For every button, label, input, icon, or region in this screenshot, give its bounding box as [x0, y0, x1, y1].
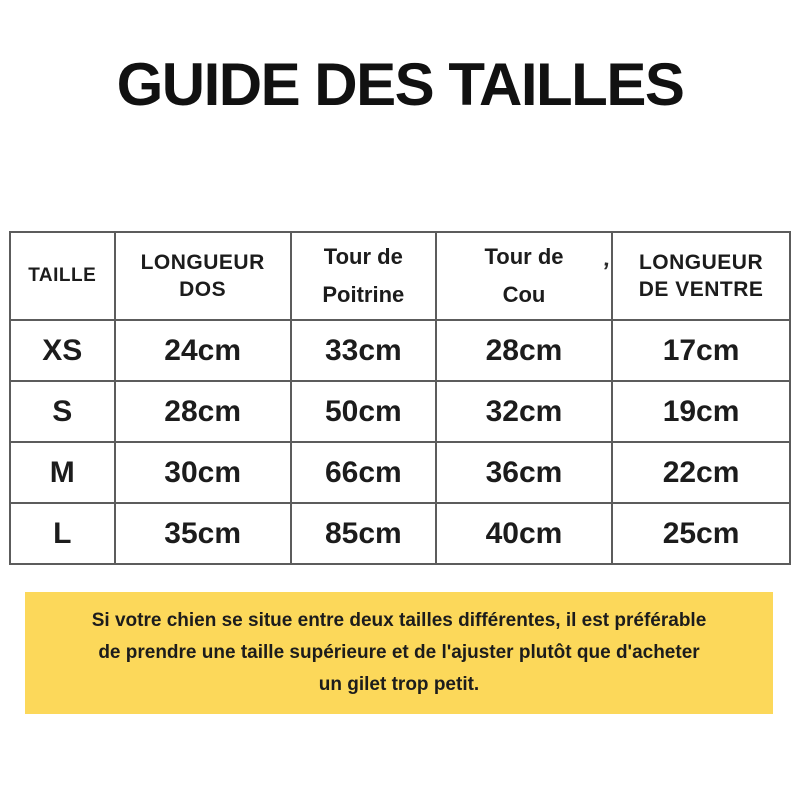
cell-longueur-dos: 24cm	[115, 320, 291, 381]
note-banner	[25, 592, 773, 714]
header-line: DOS	[179, 278, 227, 301]
header-line: Tour de	[484, 244, 564, 269]
note-line: de prendre une taille supérieure et de l'ajuster plutôt que d'acheter	[98, 642, 700, 663]
cell-size: S	[10, 381, 115, 442]
cell-size: L	[10, 503, 115, 564]
cell-longueur-ventre: 17cm	[612, 320, 790, 381]
cell-tour-cou: 36cm	[436, 442, 612, 503]
note-line: Si votre chien se situe entre deux tailles différentes, il est préférable	[91, 610, 707, 631]
size-table	[9, 231, 791, 565]
header-line: Cou	[502, 282, 546, 307]
cell-tour-cou: 32cm	[436, 381, 612, 442]
cell-tour-poitrine: 50cm	[291, 381, 436, 442]
table-row-s	[10, 381, 790, 442]
cell-tour-cou: 40cm	[436, 503, 612, 564]
header-cell-longueur-dos	[115, 232, 291, 320]
table-row-xs	[10, 320, 790, 381]
cell-tour-poitrine: 66cm	[291, 442, 436, 503]
page-title: GUIDE DES TAILLES	[116, 51, 684, 118]
cell-longueur-ventre: 22cm	[612, 442, 790, 503]
header-line: LONGUEUR	[638, 251, 764, 274]
header-line: Tour de	[323, 244, 403, 269]
stray-apostrophe-mark: ’	[600, 257, 611, 286]
header-line: LONGUEUR	[140, 251, 265, 274]
header-line: TAILLE	[28, 265, 97, 286]
note-line: un gilet trop petit.	[318, 674, 480, 695]
cell-longueur-ventre: 19cm	[612, 381, 790, 442]
table-row-m	[10, 442, 790, 503]
size-table-header	[10, 232, 790, 320]
header-cell-longueur-ventre	[612, 232, 790, 320]
header-line: Poitrine	[322, 282, 405, 307]
cell-size: M	[10, 442, 115, 503]
size-table-body	[10, 320, 790, 564]
header-cell-taille	[10, 232, 115, 320]
cell-tour-poitrine: 33cm	[291, 320, 436, 381]
header-cell-tour-poitrine	[291, 232, 436, 320]
header-cell-tour-cou	[436, 232, 612, 320]
cell-size: XS	[10, 320, 115, 381]
header-row	[10, 232, 790, 320]
table-row-l	[10, 503, 790, 564]
cell-tour-poitrine: 85cm	[291, 503, 436, 564]
cell-longueur-dos: 35cm	[115, 503, 291, 564]
cell-longueur-dos: 28cm	[115, 381, 291, 442]
cell-longueur-dos: 30cm	[115, 442, 291, 503]
header-line: DE VENTRE	[638, 278, 764, 301]
cell-tour-cou: 28cm	[436, 320, 612, 381]
cell-longueur-ventre: 25cm	[612, 503, 790, 564]
